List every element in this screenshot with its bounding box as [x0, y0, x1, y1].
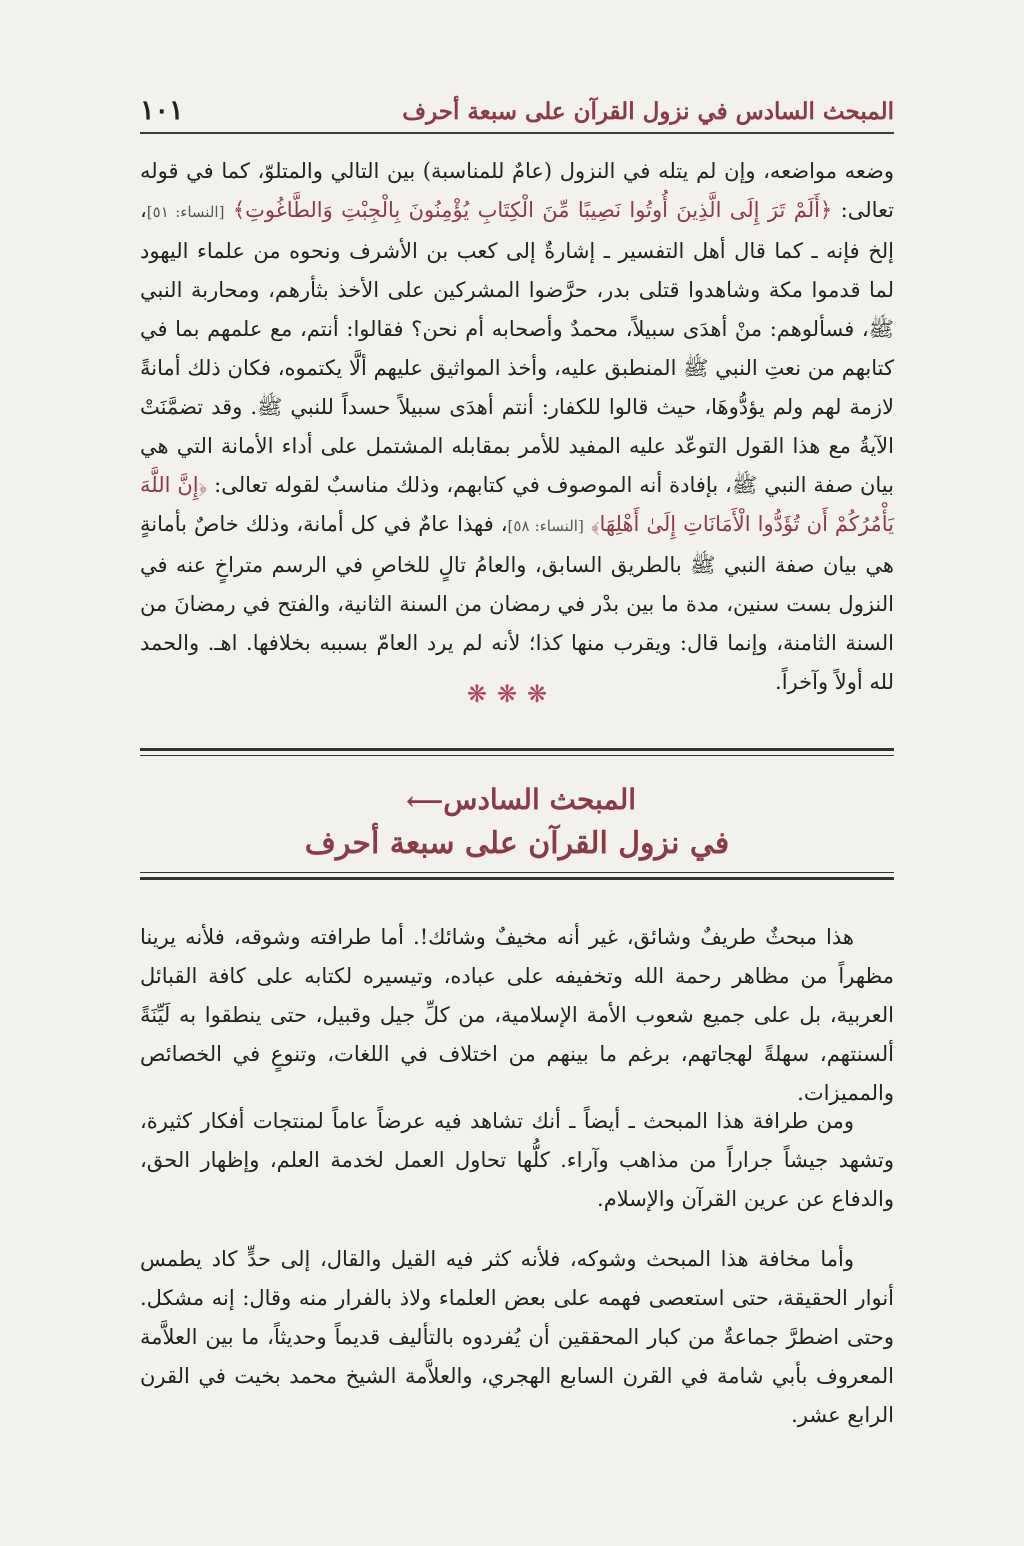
section-rule-top [140, 748, 894, 756]
text-segment: وضعه مواضعه، وإن لم يتله في النزول (عامٌ للمناسبة) بين التالي والمتلوّ، كما في قوله تعالى: [140, 159, 894, 222]
body-paragraph: هذا مبحثٌ طريفٌ وشائق، غير أنه مخيفٌ وشائك!. أما طرافته وشوقه، فلأنه يرينا مظهراً من مظاهر رحمة الله وتخفيفه على عباده، وتيسيره لكتابه على كافة القبائل العربية، بل على جميع شعوب الأمة الإسلامية، من كلِّ جيل وقبيل، حتى ينطقوا به لَيِّنَةً ألسنتهم، سهلةً لهجاتهم، برغم ما بينهم من اختلاف في اللغات، وتنوعٍ في الخصائص والمميزات. [140, 925, 894, 1105]
page-header [140, 95, 894, 126]
body-paragraph: ومن طرافة هذا المبحث ـ أيضاً ـ أنك تشاهد فيه عرضاً عاماً لمنتجات أفكار كثيرة، وتشهد جيشاً جراراً من مذاهب وآراء. كلُّها تحاول العمل لخدمة العلم، وإظهار الحق، والدفاع عن عرين القرآن والإسلام. [140, 1109, 894, 1211]
ornament-divider: ❋❋❋ [466, 680, 558, 708]
arrow-icon: ⟵ [405, 786, 444, 817]
verse-reference: [النساء: ٥٨] [507, 517, 584, 535]
header-rule [140, 132, 894, 134]
quran-verse: ﴿إِنَّ اللَّهَ يَأْمُرُكُمْ أَن تُؤَدُّوا الْأَمَانَاتِ إِلَىٰ أَهْلِهَا﴾ [140, 473, 894, 536]
section-title-line2: في نزول القرآن على سبعة أحرف [304, 825, 730, 861]
text-segment: ، إلخ فإنه ـ كما قال أهل التفسير ـ إشارةٌ إلى كعب بن الأشرف ونحوه من علماء اليهود لما قدموا مكة وشاهدوا قتلى بدر، حرَّضوا المشركين على الأخذ بثأرهم، ومحاربة النبي ﷺ، فسألوهم: منْ أهدَى سبيلاً، محمدٌ وأصحابه أم نحن؟ فقالوا: أنتم، مع علمهم بما في كتابهم من نعتِ النبي ﷺ المنطبق عليه، وأخذ المواثيق عليهم ألَّا يكتموه، فكان ذلك أمانةً لازمة لهم ولم يؤدُّوهَا، حيث قالوا للكفار: أنتم أهدَى سبيلاً حسداً للنبي ﷺ. وقد تضمَّنَتْ الآيةُ مع هذا القول التوعّد عليه المفيد للأمر بمقابله المشتمل على أداء الأمانة التي هي بيان صفة النبي ﷺ، بإفادة أنه الموصوف في كتابهم، وذلك مناسبٌ لقوله تعالى: [140, 198, 894, 497]
verse-reference: [النساء: ٥١] [146, 203, 225, 221]
quran-verse: ﴿أَلَمْ تَرَ إِلَى الَّذِينَ أُوتُوا نَصِيبًا مِّنَ الْكِتَابِ يُؤْمِنُونَ بِالْجِبْتِ وَالطَّاغُوتِ﴾ [232, 198, 833, 222]
running-title: المبحث السادس في نزول القرآن على سبعة أحرف [402, 98, 894, 125]
body-paragraph: وأما مخافة هذا المبحث وشوكه، فلأنه كثر فيه القيل والقال، إلى حدٍّ كاد يطمس أنوار الحقيقة، حتى استعصى فهمه على بعض العلماء ولاذ بالفرار منه وقال: إنه مشكل. وحتى اضطرَّ جماعةٌ من كبار المحققين أن يُفردوه بالتأليف قديماً وحديثاً، ما بين العلاَّمة المعروف بأبي شامة في القرن السابع الهجري، والعلاَّمة الشيخ محمد بخيت في القرن الرابع عشر. [140, 1247, 894, 1427]
text-segment: ، فهذا عامٌ في كل أمانة، وذلك خاصٌ بأمانةٍ هي بيان صفة النبي ﷺ بالطريق السابق، والعامُ تالٍ للخاصِ في الرسم متراخٍ عنه في النزول بست سنين، مدة ما بين بدْر في رمضان من السنة الثانية، والفتح في رمضانَ من السنة الثامنة، وإنما قال: ويقرب منها كذا؛ لأنه لم يرد العامّ بسببه بخلافها. اهـ. والحمد لله أولاً وآخراً. [140, 512, 894, 694]
section-rule-bottom [140, 872, 894, 880]
section-title-line1: المبحث السادس [443, 783, 636, 816]
top-paragraph [140, 152, 894, 702]
page-number: ١٠١ [140, 95, 184, 126]
section-title [140, 780, 894, 866]
